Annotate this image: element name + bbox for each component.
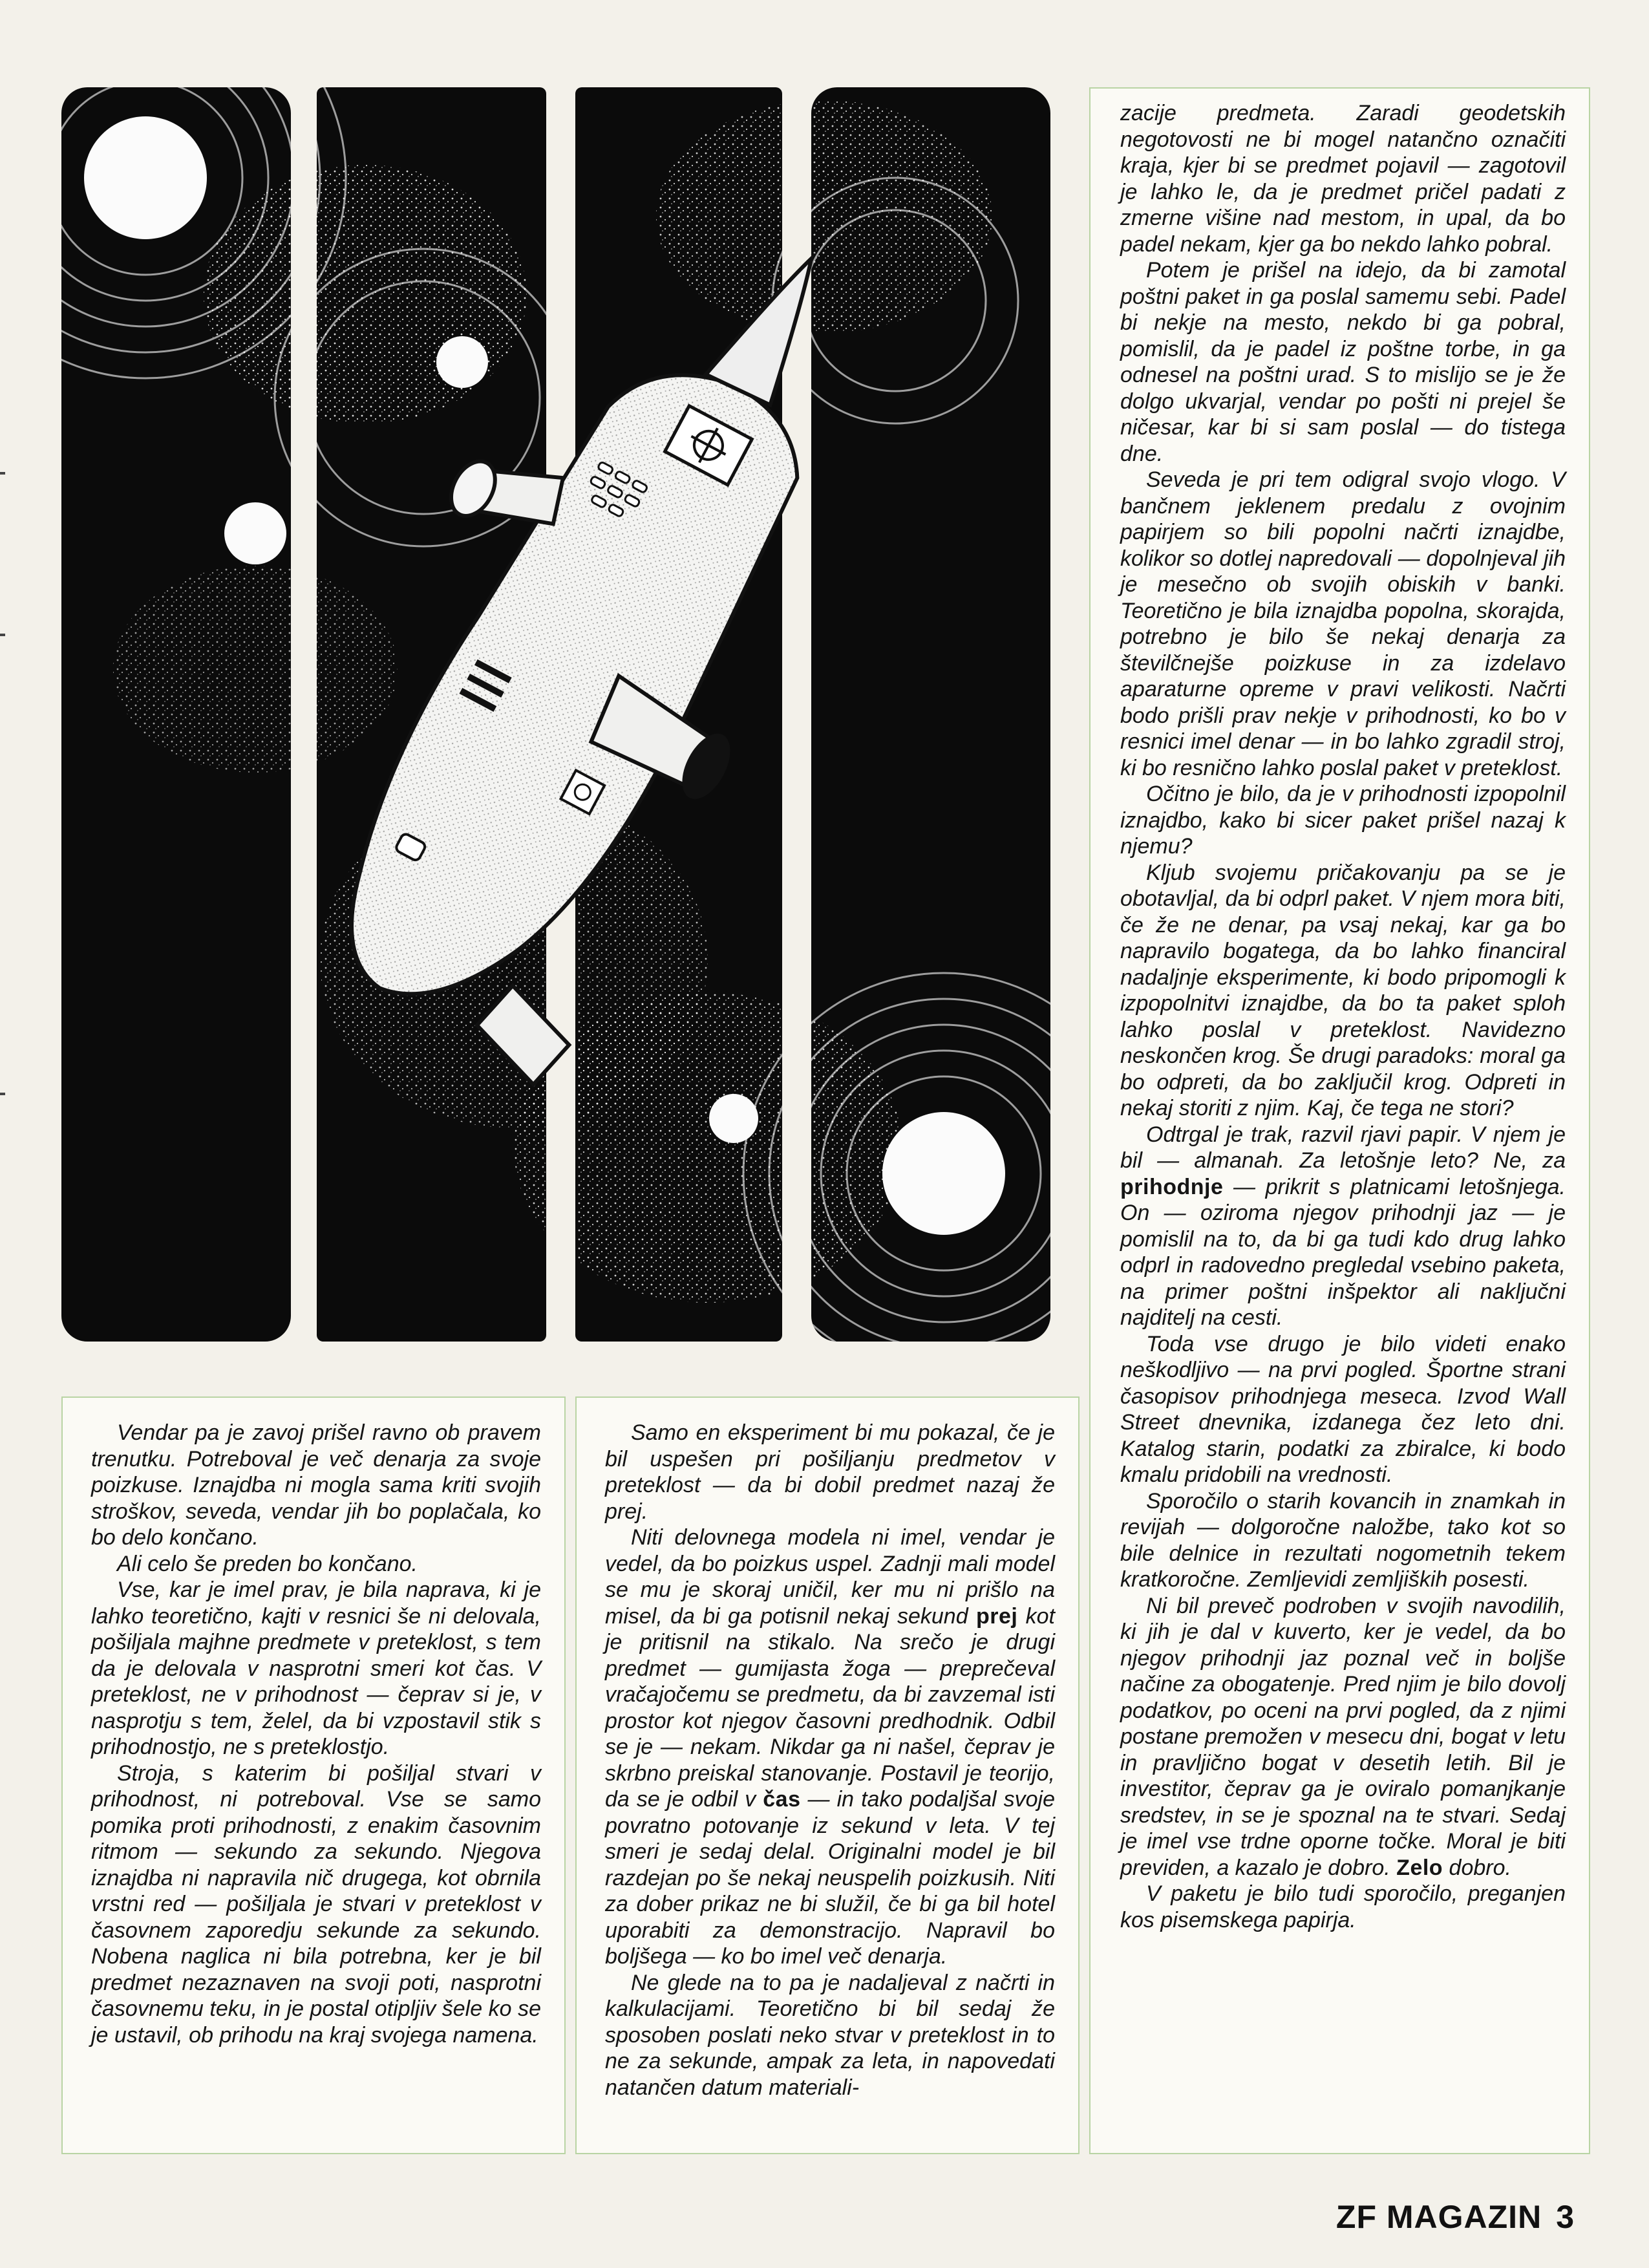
spaceship-illustration — [61, 87, 1050, 1342]
paragraph — [1120, 1122, 1566, 1331]
paragraph: Seveda je pri tem odigral svojo vlogo. V bančnem jeklenem predalu z ovojnim papirjem so bili popolni načrti iznajdbe, kolikor so dotlej napredovali — dopolnjeval jih je mesečno ob svojih obiskih v banki. Teoretično je bila iznajdba popolna, skorajda, potrebno je bilo še nekaj denarja za številčnejše poizkuse in za izdelavo aparaturne opreme v pravi velikosti. Načrti bodo prišli prav nekje v prihodnosti, ko bo v resnici imel denar — in bo lahko zgradil stroj, ki bo resnično lahko poslal paket v preteklost. — [1120, 467, 1566, 780]
text-run: kot je pritisnil na stikalo. Na srečo je drugi predmet — gumijasta žoga — preprečeval vračajočemu se predmetu, da bi zavzemal isti prostor kot njegov časovni predhodnik. Odbil se je — nekam. Nikdar ga ni našel, čeprav je skrbno preiskal stanovanje. Postavil je teorijo, da se je odbil v — [605, 1603, 1055, 1812]
page-footer — [1336, 2198, 1575, 2236]
text-run: Odtrgal je trak, razvil rjavi papir. V njem je bil — almanah. Za letošnje leto? Ne, za — [1120, 1122, 1566, 1173]
emphasis-prihodnje: prihodnje — [1120, 1174, 1224, 1199]
paragraph: Potem je prišel na idejo, da bi zamotal poštni paket in ga poslal samemu sebi. Padel bi nekje na mesto, nekdo bi ga pobral, pomislil, da je padel iz poštne torbe, in ga odnesel na poštni urad. S to mislijo se je že dolgo ukvarjal, vendar po pošti ni prejel še ničesar, kar bi si sam poslal — do tistega dne. — [1120, 258, 1566, 466]
edge-mark — [0, 634, 5, 636]
paragraph: Očitno je bilo, da je v prihodnosti izpopolnil iznajdbo, kako bi sicer paket prišel nazaj k njemu? — [1120, 782, 1566, 859]
page-number: 3 — [1556, 2199, 1575, 2235]
paragraph: Ali celo še preden bo končano. — [117, 1551, 418, 1576]
paragraph: Sporočilo o starih kovancih in znamkah in revijah — dolgoročne naložbe, tako kot so bile delnice in rezultati nogometnih tekem kratkoročne. Zemljevidi zemljiških posesti. — [1120, 1488, 1566, 1592]
text-column-1 — [61, 1396, 566, 2154]
text-column-2 — [575, 1396, 1080, 2154]
paragraph: Vse, kar je imel prav, je bila naprava, ki je lahko teoretično, kajti v resnici še ni delovala, pošiljala majhne predmete v preteklost, s tem da je delovala v nasprotni smeri kot čas. V preteklost, ne v prihodnost — čeprav si je, v nasprotju s tem, želel, da bi vzpostavil stik s prihodnostjo, ne s preteklostjo. — [91, 1578, 541, 1759]
paragraph: Toda vse drugo je bilo videti enako neškodljivo — na prvi pogled. Športne strani časopisov prihodnjega meseca. Izvod Wall Street dnevnika, izdanega čez leto dni. Katalog starin, podatki za zbiralce, ki bodo kmalu pridobili na vrednosti. — [1120, 1331, 1566, 1487]
paragraph: Ne glede na to pa je nadaljeval z načrti in kalkulacijami. Teoretično bi bil sedaj že sposoben poslati neko stvar v preteklost in to ne za sekunde, ampak za leta, in napovedati natančen datum materiali- — [605, 1970, 1055, 2100]
paragraph: Samo en eksperiment bi mu pokazal, če je bil uspešen pri pošiljanju predmetov v preteklost — da bi dobil predmet nazaj že prej. — [605, 1420, 1055, 1524]
emphasis-prej: prej — [975, 1603, 1018, 1629]
emphasis-cas: čas — [763, 1787, 801, 1812]
paragraph — [605, 1524, 1055, 1970]
text-run: — in tako podaljšal svoje povratno potovanje iz sekund v leta. V tej smeri je sedaj delal. Originalni model je bil razdejan po še nekaj neuspelih poizkusih. Niti za dober prikaz ne bi služil, če bi ga bil hotel uporabiti za demonstracijo. Napravil bo boljšega — ko bo imel več denarja. — [605, 1787, 1056, 1969]
paragraph — [1120, 1593, 1566, 1881]
edge-mark — [0, 1093, 5, 1095]
paragraph: Stroja, s katerim bi pošiljal stvari v prihodnost, ni potreboval. Vse se samo pomika proti prihodnosti, z enakim časovnim ritmom — sekundo za sekundo. Njegova iznajdba ni napravila nič drugega, kot obrnila vrstni red — pošiljala je stvari v preteklost v časovnem zaporedju sekunde za sekundo. Nobena naglica ni bila potrebna, ker je bil predmet nezaznaven na svoji poti, nasprotni časovnemu teku, in je postal otipljiv šele ko se je ustavil, ob prihodu na kraj svojega namena. — [91, 1760, 541, 2048]
emphasis-zelo: Zelo — [1396, 1855, 1443, 1880]
text-run: — prikrit s platnicami letošnjega. On — oziroma njegov prihodnji jaz — je pomislil na to, da bi ga tudi kdo drug lahko odprl in radovedno pregledal vsebino paketa, na primer poštni inšpektor ali naključni najditelj na cesti. — [1120, 1174, 1566, 1330]
text-run: Niti delovnega modela ni imel, vendar je vedel, da bo poizkus uspel. Zadnji mali model se mu je skoraj uničil, ker mu ni prišlo na misel, da bi ga potisnil nekaj sekund — [605, 1525, 1055, 1629]
paragraph: Vendar pa je zavoj prišel ravno ob pravem trenutku. Potreboval je več denarja za svoje poizkuse. Iznajdba ni mogla sama kriti svojih stroškov, seveda, vendar jih bo poplačala, ko bo delo končano. — [91, 1420, 541, 1550]
text-run: Ni bil preveč podroben v svojih navodilih, ki jih je dal v kuverto, ker je vedel, da bo njegov prihodnji jaz poznal več in boljše načine za obogatenje. Pred njim je bilo dovolj podatkov, po oceni na prvi pogled, da z njimi postane premožen v mesecu dni, bogat v letu in pravljično bogat v desetih letih. Bil je investitor, čeprav ga je oviralo pomanjkanje sredstev, in se je spoznal na te stvari. Sedaj je imel vse trdne oporne točke. Moral je biti previden, a kazalo je dobro. — [1120, 1593, 1566, 1880]
text-column-3 — [1089, 87, 1590, 2154]
paragraph-continued: zacije predmeta. Zaradi geodetskih negotovosti ne bi mogel natančno označiti kraja, kjer bi se predmet pojavil — zagotovil je lahko le, da je predmet pričel padati z zmerne višine nad mestom, in upal, da bo padel nekam, kjer ga bo nekdo lahko pobral. — [1120, 101, 1566, 257]
magazine-name: ZF MAGAZIN — [1335, 2199, 1542, 2235]
paragraph: Kljub svojemu pričakovanju pa se je obotavljal, da bi odprl paket. V njem mora biti, če že ne denar, pa vsaj nekaj, kar ga bo napravilo bogatega, da bo lahko financiral nadaljnje eksperimente, ki bodo pripomogli k izpopolnitvi iznajdbe, da bo ta paket sploh lahko poslal v preteklost. Navidezno neskončen krog. Še drugi paradoks: moral ga bo odpreti, da bo zaključil krog. Odpreti in nekaj storiti z njim. Kaj, če tega ne stori? — [1120, 860, 1566, 1120]
paragraph: V paketu je bilo tudi sporočilo, preganjen kos pisemskega papirja. — [1120, 1881, 1566, 1932]
edge-mark — [0, 472, 5, 475]
text-run: dobro. — [1449, 1855, 1511, 1880]
